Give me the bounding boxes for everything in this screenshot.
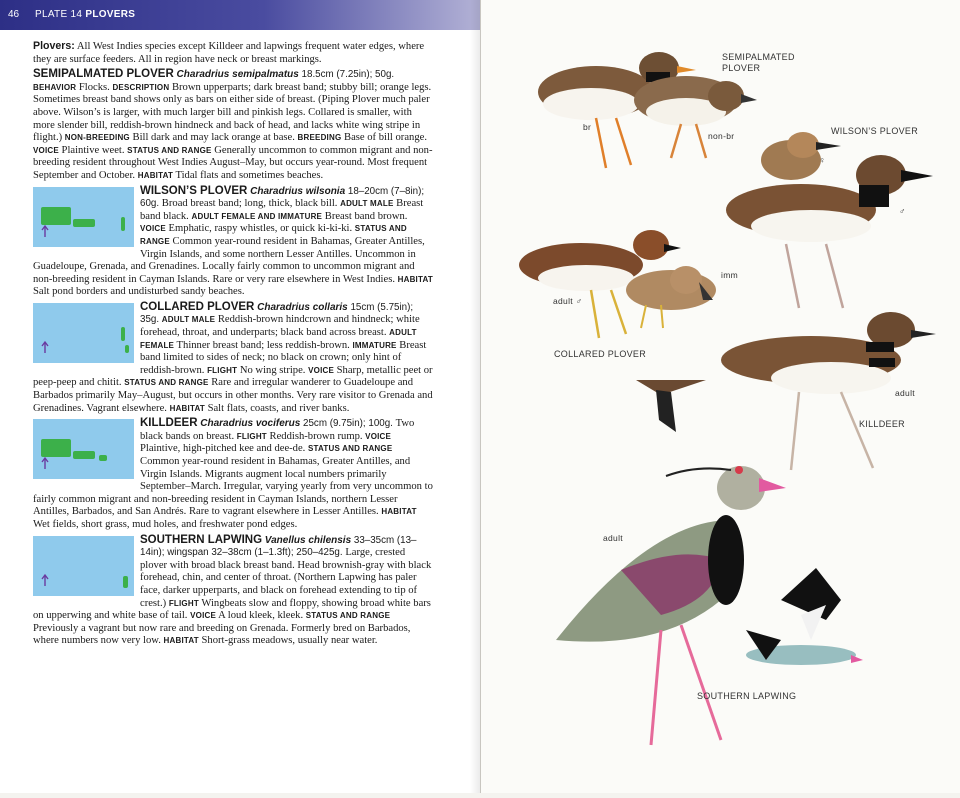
left-page xyxy=(0,0,481,793)
section-keyword: FLIGHT xyxy=(207,365,238,375)
section-keyword: ADULT MALE xyxy=(340,199,394,209)
section-text: Flocks. xyxy=(76,81,113,93)
section-keyword: VOICE xyxy=(365,431,392,441)
section-keyword: STATUS AND RANGE xyxy=(305,611,391,621)
scientific-name: Charadrius vociferus xyxy=(197,418,301,430)
section-keyword: BEHAVIOR xyxy=(33,82,77,92)
collared-plover-immature-illustration xyxy=(626,266,716,328)
section-keyword: STATUS AND RANGE xyxy=(307,444,393,454)
section-keyword: VOICE xyxy=(33,145,59,155)
label-collared-plover: COLLARED PLOVER xyxy=(554,349,647,359)
section-text: Short-grass meadows, usually near water. xyxy=(198,635,378,647)
measurements: 33–35cm (13–14in); wingspan 32–38cm (1–1.3ft); 250–425g. xyxy=(140,534,417,559)
species-entry xyxy=(33,301,433,415)
section-keyword: ADULT FEMALE AND IMMATURE xyxy=(191,211,323,221)
section-keyword: STATUS AND RANGE xyxy=(124,378,209,388)
species-name: SEMIPALMATED PLOVER xyxy=(33,68,174,81)
section-keyword: STATUS AND RANGE xyxy=(140,224,407,246)
section-text: Two black bands on breast. xyxy=(140,418,415,442)
label-br: br xyxy=(583,122,592,132)
section-keyword: ADULT FEMALE xyxy=(140,328,417,350)
scientific-name: Charadrius wilsonia xyxy=(247,185,346,197)
section-text: Common year-round resident in Bahamas, Greater Antilles, Virgin Islands, and some northern Lesser Antilles. Uncommon in Guadeloupe, Grenada, and Grenadines. Locally fairly common to uncommon migrant and non-breeding resident in Cayman Islands. Rare or very rare elsewhere in West Indies. xyxy=(33,235,425,285)
wilsons-plover-female-illustration xyxy=(761,132,841,180)
section-keyword: HABITAT xyxy=(397,274,433,284)
section-text: Large, crested plover with broad black breast band. Head brownish-gray with black forehead, chin, and center of throat. (Northern Lapwing has paler face, darker upperparts, and black on forehead extending to tip of crest.) xyxy=(140,547,432,609)
range-map xyxy=(33,187,134,247)
species-entry xyxy=(33,68,433,182)
section-text: Sharp, metallic peet or peep-peep and chitit. xyxy=(33,364,433,389)
section-text: Breast band limited to sides of neck; no black on crown; only hint of reddish-brown. xyxy=(140,339,427,376)
section-keyword: VOICE xyxy=(190,611,217,621)
species-name: SOUTHERN LAPWING xyxy=(140,533,263,546)
section-keyword: ADULT MALE xyxy=(161,315,216,325)
section-text: Salt pond borders and undisturbed sandy beaches. xyxy=(33,286,245,298)
section-text: Bill dark and may lack orange at base. xyxy=(129,132,298,144)
species-text xyxy=(33,40,433,648)
section-keyword: BREEDING xyxy=(297,133,342,143)
section-text: A loud kleek, kleek. xyxy=(216,610,306,622)
section-text: Broad breast band; long, thick, black bill. xyxy=(161,198,341,210)
section-text: Generally uncommon to common migrant and non-breeding resident throughout West Indies August–May, but occurs year-round. Most frequent September and October. xyxy=(33,144,433,181)
section-text: Brown upperparts; dark breast band; stubby bill; orange legs. Sometimes breast band shows only as bars on either side of breast. (Piping Plover much paler above. Wilson’s is larger, with much larger bill and pinkish legs. Collared is smaller, with more slender bill, reddish-brown hindneck and back of head, and lacks white wing stripe in flight.) xyxy=(33,81,432,144)
species-name: COLLARED PLOVER xyxy=(140,300,255,313)
right-page-plate xyxy=(481,0,960,793)
section-text: Base of bill orange. xyxy=(341,132,427,144)
measurements: 18–20cm (7–8in); 60g. xyxy=(140,185,425,210)
intro-paragraph: Plovers: All West Indies species except Killdeer and lapwings frequent water edges, where they are surface feeders. All in region have neck or breast markings. xyxy=(33,40,425,65)
section-keyword: STATUS AND RANGE xyxy=(127,145,212,155)
section-text: Common year-round resident in Bahamas, Greater Antilles, and Virgin Islands. Migrants augment local numbers primarily September–March. Irregular, varying yearly from very uncommon to fairly common migrant and non-breeding resident in Cayman Islands, northern Lesser Antilles, Barbados, and San Andrés. Rare to vagrant elsewhere in Lesser Antilles. xyxy=(33,456,433,518)
species-entry xyxy=(33,417,433,531)
section-text: Tidal flats and sometimes beaches. xyxy=(173,169,324,181)
section-text: No wing stripe. xyxy=(237,364,309,376)
scientific-name: Charadrius collaris xyxy=(254,301,348,313)
section-text: Previously a vagrant but now rare and breeding on Grenada. Formerly bred on Barbados, where numbers now very low. xyxy=(33,622,411,647)
page-number: 46 xyxy=(8,9,20,20)
killdeer-flight-illustration xyxy=(636,380,706,432)
section-keyword: VOICE xyxy=(308,365,335,375)
section-keyword: HABITAT xyxy=(169,403,205,413)
label-killdeer-adult: adult xyxy=(895,388,915,398)
section-text: Reddish-brown rump. xyxy=(266,430,366,442)
plate-title: PLATE 14 PLOVERS xyxy=(35,9,136,20)
section-keyword: HABITAT xyxy=(163,636,199,646)
section-text: Thinner breast band; less reddish-brown. xyxy=(174,339,353,351)
range-map xyxy=(33,419,134,479)
section-keyword: VOICE xyxy=(140,224,166,234)
section-text: Salt flats, coasts, and river banks. xyxy=(204,402,350,414)
scientific-name: Vanellus chilensis xyxy=(262,534,352,546)
measurements: 15cm (5.75in); 35g. xyxy=(140,301,414,326)
section-keyword: FLIGHT xyxy=(236,431,267,441)
label-southern-lapwing: SOUTHERN LAPWING xyxy=(697,691,797,701)
section-text: Breast band brown. xyxy=(322,210,408,222)
label-imm: imm xyxy=(721,270,738,280)
section-keyword: HABITAT xyxy=(381,507,417,517)
label-semipalmated-plover: SEMIPALMATED PLOVER xyxy=(722,52,795,73)
section-text: Rare and irregular wanderer to Guadeloupe and Barbados primarily May–August, but occurs in other months. Very rare visitor to Grenada and Grenadines. Vagrant elsewhere. xyxy=(33,377,433,414)
bird-illustrations xyxy=(481,0,960,793)
label-female-symbol: ♀ xyxy=(819,155,826,165)
section-text: Plaintive weet. xyxy=(58,144,128,156)
measurements: 25cm (9.75in); 100g. xyxy=(300,418,396,430)
range-map xyxy=(33,536,134,596)
label-male-symbol: ♂ xyxy=(899,206,906,216)
section-keyword: HABITAT xyxy=(137,170,174,180)
section-keyword: IMMATURE xyxy=(352,340,397,350)
section-text: Plaintive, high-pitched kee and dee-de. xyxy=(140,443,308,455)
southern-lapwing-adult-illustration xyxy=(556,466,786,745)
species-name: KILLDEER xyxy=(140,417,198,430)
semipalmated-plover-nonbr-illustration xyxy=(634,76,757,158)
measurements: 18.5cm (7.25in); 50g. xyxy=(298,69,395,81)
section-text: Breast band black. xyxy=(140,198,424,222)
southern-lapwing-flight-illustration xyxy=(746,568,863,665)
label-killdeer: KILLDEER xyxy=(859,419,905,429)
species-entry xyxy=(33,534,433,648)
section-text: Emphatic, raspy whistles, or quick ki-ki-ki. xyxy=(165,223,355,235)
plate-header xyxy=(0,0,480,30)
species-paragraph xyxy=(33,68,433,182)
section-text: Wingbeats slow and floppy, showing broad white bars on upperwing and white base of tail. xyxy=(33,597,431,622)
section-keyword: FLIGHT xyxy=(168,598,199,608)
section-text: Reddish-brown hindcrown and hindneck; white forehead, throat, and underparts; black band across breast. xyxy=(140,314,420,339)
label-wilsons-plover: WILSON’S PLOVER xyxy=(831,126,919,136)
species-entry xyxy=(33,185,433,299)
scientific-name: Charadrius semipalmatus xyxy=(173,69,299,81)
label-non-br: non-br xyxy=(708,131,735,141)
species-name: WILSON’S PLOVER xyxy=(140,184,248,197)
section-text: Wet fields, short grass, mud holes, and freshwater pond edges. xyxy=(33,518,298,530)
section-keyword: NON-BREEDING xyxy=(64,133,130,143)
label-lapwing-adult: adult xyxy=(603,533,623,543)
section-keyword: DESCRIPTION xyxy=(112,82,170,92)
range-map xyxy=(33,303,134,363)
wilsons-plover-male-illustration xyxy=(726,155,933,308)
label-adult-male: adult ♂ xyxy=(553,296,583,306)
